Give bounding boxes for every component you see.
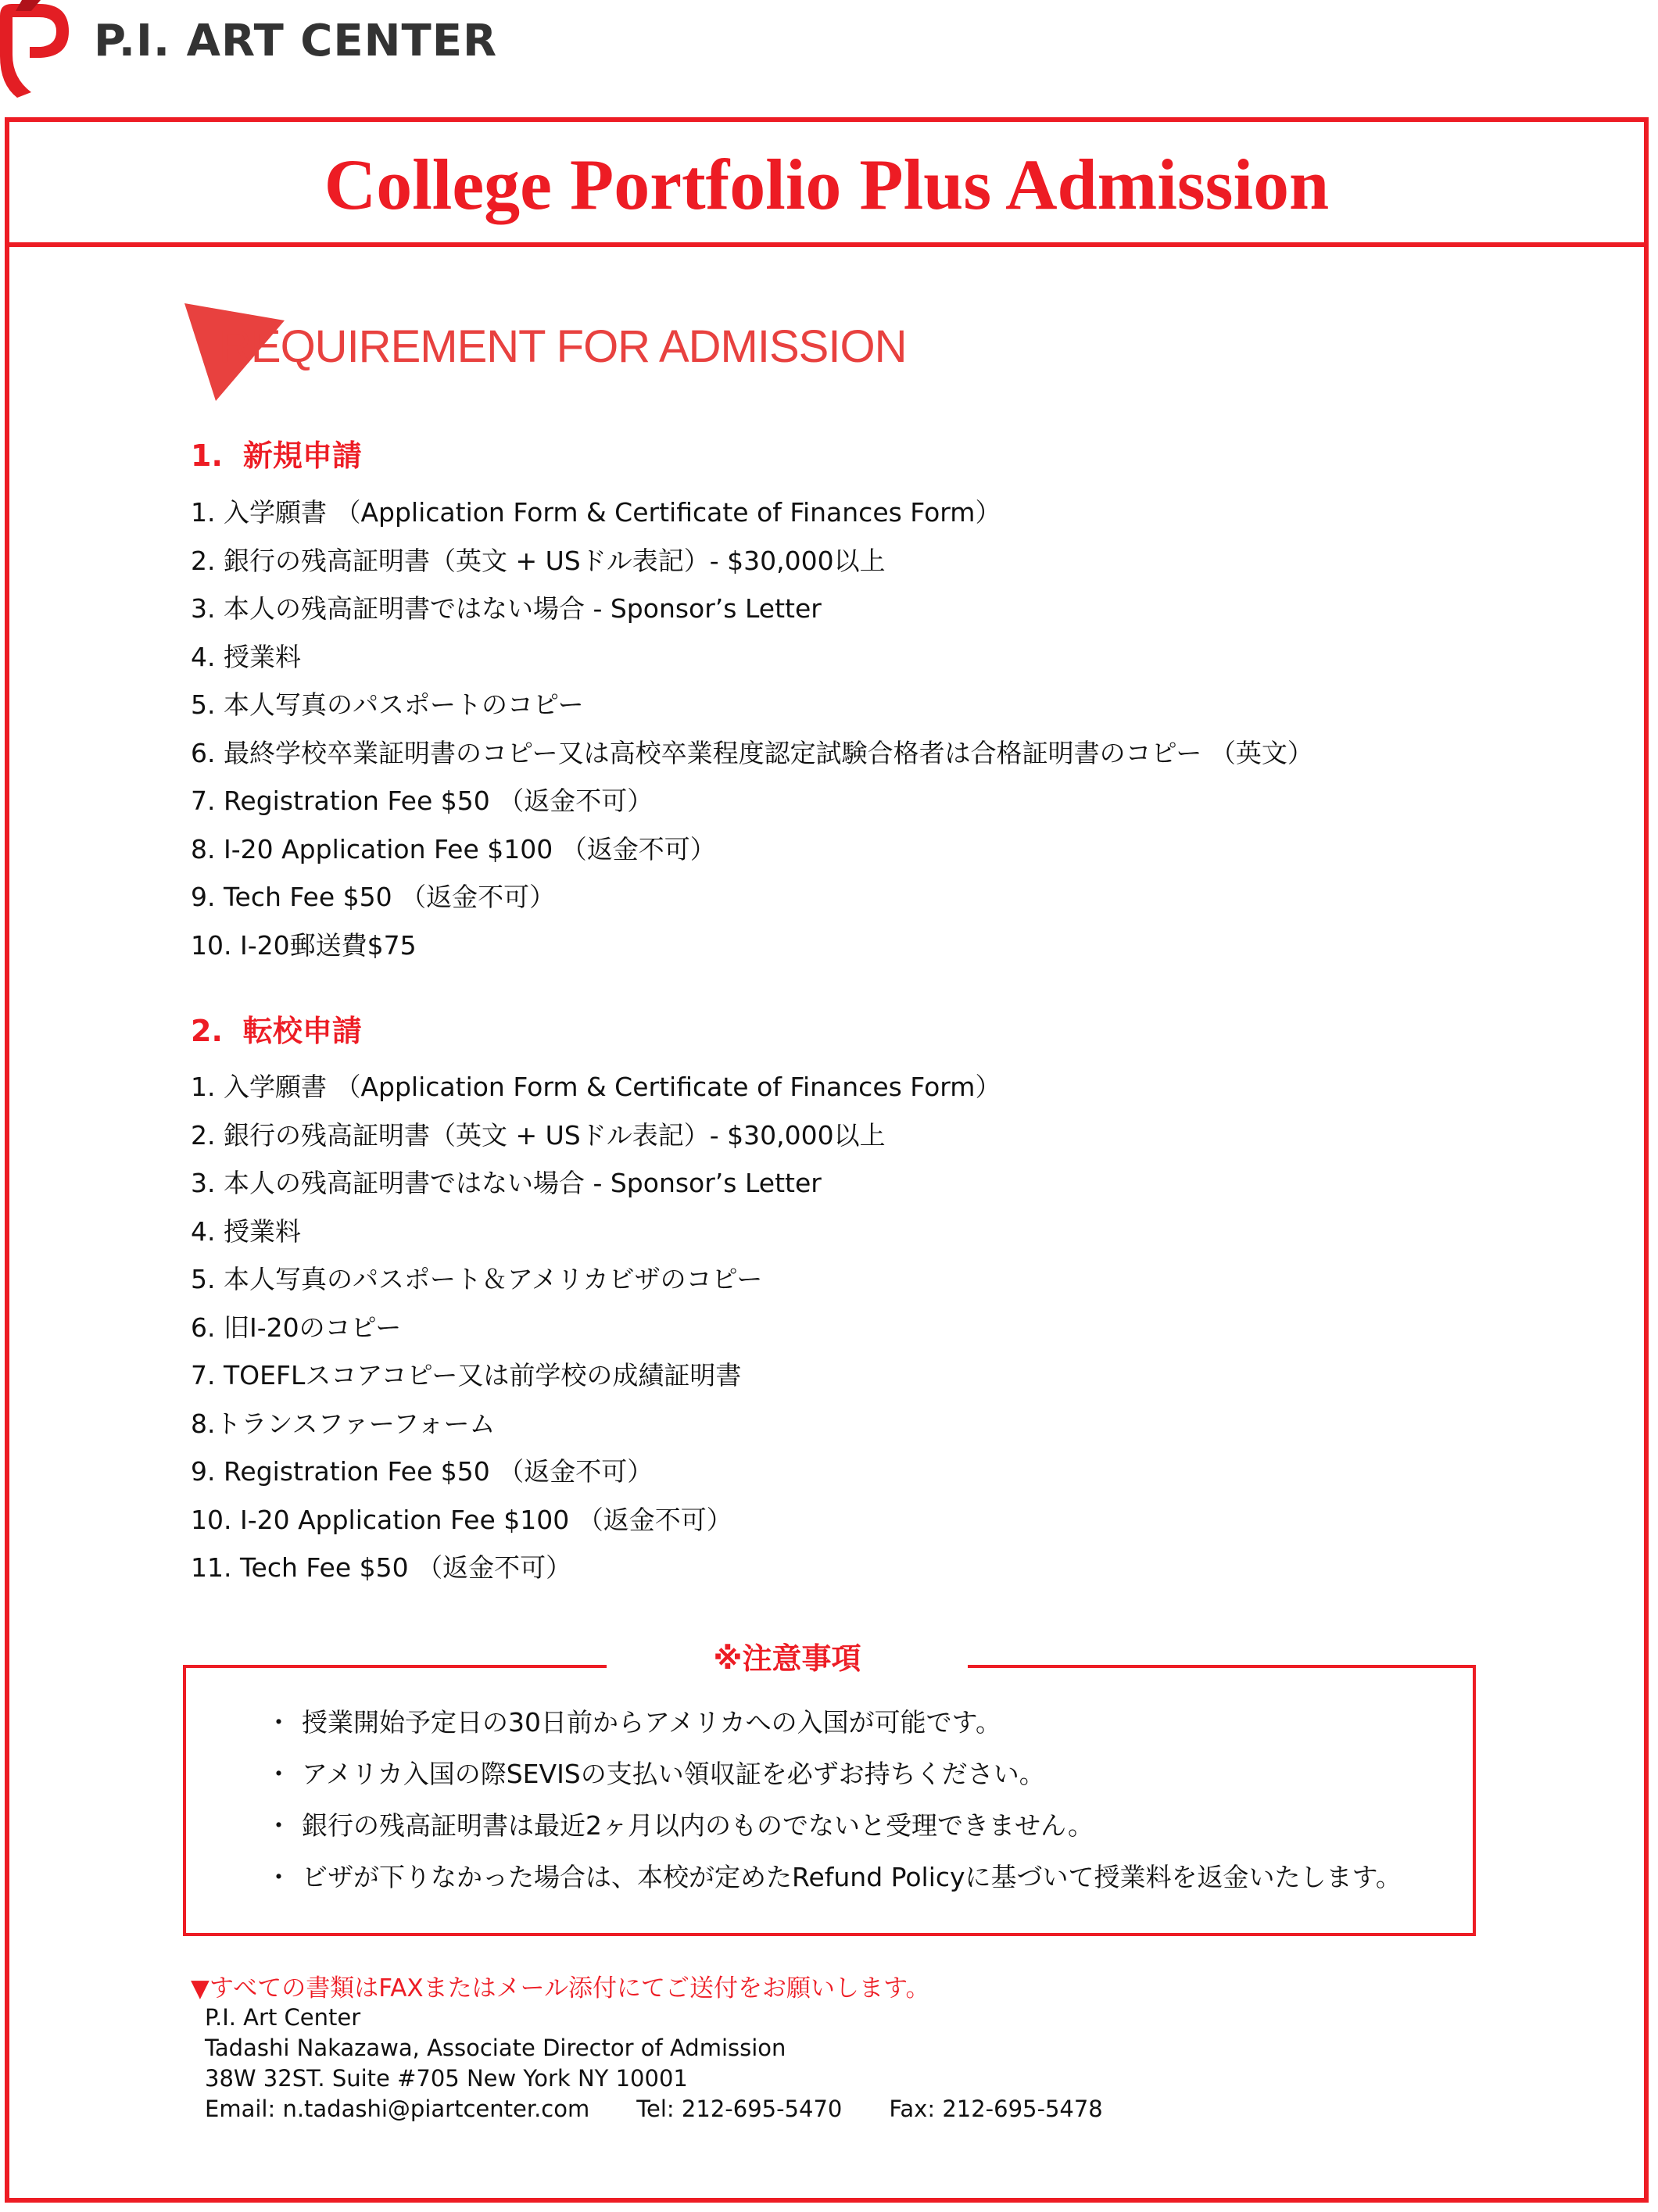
bullet-icon: ・ — [266, 1862, 292, 1892]
list-item: 10. I-20郵送費$75 — [191, 929, 417, 961]
note-text: ビザが下りなかった場合は、本校が定めたRefund Policyに基づいて授業料を返金いたします。 — [302, 1862, 1402, 1892]
note-text: 授業開始予定日の30日前からアメリカへの入国が可能です。 — [302, 1707, 1002, 1738]
logo-text: P.I. ART CENTER — [94, 16, 498, 66]
logo-mark-icon — [0, 0, 74, 98]
list-item: 2. 銀行の残高証明書（英文 + USドル表記）- $30,000以上 — [191, 545, 886, 576]
note-item — [266, 1804, 1402, 1856]
requirement-banner-text: REQUIREMENT FOR ADMISSION — [219, 321, 907, 372]
list-item: 2. 銀行の残高証明書（英文 + USドル表記）- $30,000以上 — [191, 1119, 886, 1151]
address: 38W 32ST. Suite #705 New York NY 10001 — [205, 2065, 688, 2092]
list-item: 6. 旧I-20のコピー — [191, 1312, 402, 1343]
list-item: 1. 入学願書 （Application Form & Certificate of Finances Form） — [191, 1072, 1001, 1102]
list-item: 9. Registration Fee $50 （返金不可） — [191, 1456, 654, 1487]
list-item: 10. I-20 Application Fee $100 （返金不可） — [191, 1504, 732, 1535]
section-title: 転校申請 — [242, 1014, 362, 1048]
contact-line — [205, 2094, 1103, 2124]
tel-text: Tel: 212-695-5470 — [636, 2096, 843, 2122]
note-text: アメリカ入国の際SEVISの支払い領収証を必ずお持ちください。 — [302, 1759, 1045, 1789]
requirement-list-new — [191, 489, 1313, 969]
list-item: 11. Tech Fee $50 （返金不可） — [191, 1552, 572, 1583]
section-heading-transfer-application — [191, 1007, 362, 1050]
note-item — [266, 1752, 1402, 1804]
logo — [0, 0, 498, 98]
list-item: 3. 本人の残高証明書ではない場合 - Sponsor’s Letter — [191, 593, 822, 624]
section-number: 2. — [191, 1014, 223, 1048]
note-item — [266, 1856, 1402, 1907]
list-item: 4. 授業料 — [191, 641, 301, 672]
list-item: 7. TOEFLスコアコピー又は前学校の成績証明書 — [191, 1360, 742, 1391]
notes-title: ※注意事項 — [607, 1637, 968, 1680]
contact-person: Tadashi Nakazawa, Associate Director of Admission — [205, 2035, 786, 2061]
list-item: 5. 本人写真のパスポートのコピー — [191, 689, 584, 720]
section-number: 1. — [191, 438, 223, 473]
section-heading-new-application — [191, 431, 362, 474]
email-link[interactable]: Email: n.tadashi@piartcenter.com — [205, 2096, 590, 2122]
note-item — [266, 1701, 1402, 1752]
section-title: 新規申請 — [242, 438, 362, 473]
submission-instruction: ▼すべての書類はFAXまたはメール添付にてご送付をお願いします。 — [191, 1974, 930, 2003]
page-title: College Portfolio Plus Admission — [324, 145, 1330, 224]
requirement-list-transfer — [191, 1063, 1001, 1592]
bullet-icon: ・ — [266, 1810, 292, 1841]
bullet-icon: ・ — [266, 1707, 292, 1738]
title-band — [9, 122, 1644, 247]
list-item: 1. 入学願書 （Application Form & Certificate of Finances Form） — [191, 497, 1001, 528]
organization-name: P.I. Art Center — [205, 2004, 361, 2031]
list-item: 7. Registration Fee $50 （返金不可） — [191, 786, 654, 816]
bullet-icon: ・ — [266, 1759, 292, 1789]
requirement-banner — [184, 303, 907, 401]
list-item: 4. 授業料 — [191, 1215, 301, 1247]
note-text: 銀行の残高証明書は最近2ヶ月以内のものでないと受理できません。 — [302, 1810, 1094, 1841]
list-item: 3. 本人の残高証明書ではない場合 - Sponsor’s Letter — [191, 1168, 822, 1198]
list-item: 8.トランスファーフォーム — [191, 1408, 496, 1439]
contact-block — [205, 2003, 1103, 2124]
list-item: 9. Tech Fee $50 （返金不可） — [191, 882, 556, 912]
list-item: 8. I-20 Application Fee $100 （返金不可） — [191, 833, 716, 864]
list-item: 5. 本人写真のパスポート＆アメリカビザのコピー — [191, 1264, 763, 1294]
list-item: 6. 最終学校卒業証明書のコピー又は高校卒業程度認定試験合格者は合格証明書のコピー （英文） — [191, 737, 1313, 768]
notes-list — [266, 1701, 1402, 1907]
fax-text: Fax: 212-695-5478 — [889, 2096, 1103, 2122]
